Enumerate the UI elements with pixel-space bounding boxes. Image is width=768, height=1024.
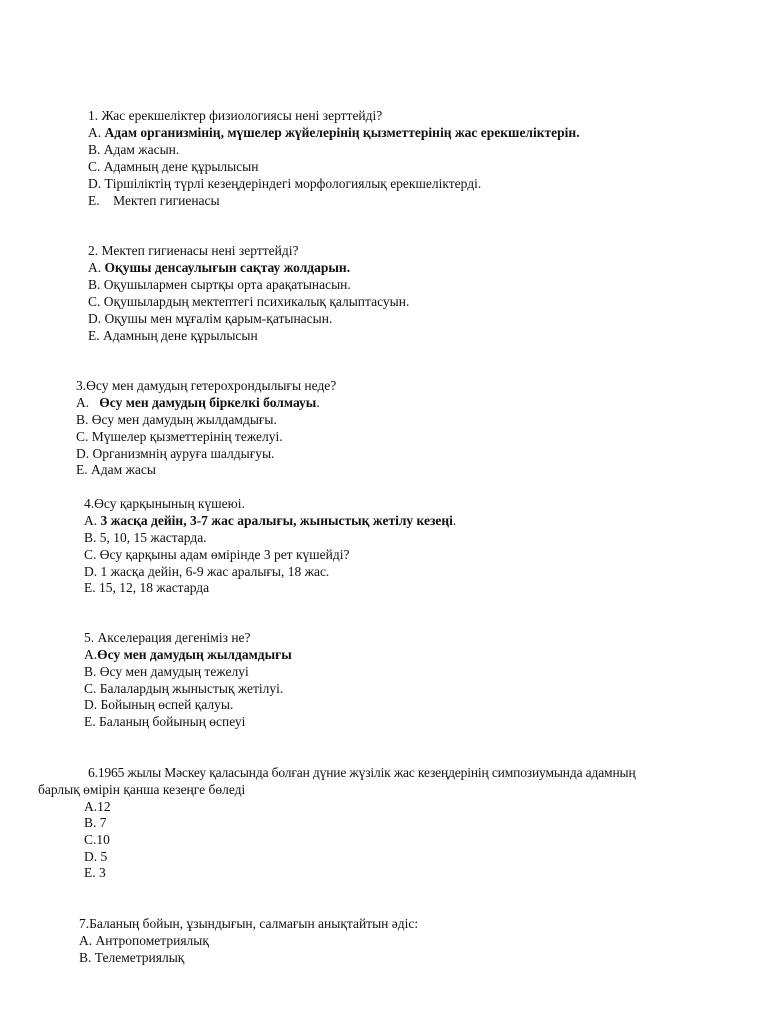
question-3-option-e: E. Адам жасы — [76, 462, 156, 477]
question-2-option-b: B. Оқушылармен сыртқы орта арақатынасын. — [88, 277, 351, 292]
question-2-option-a — [88, 260, 350, 276]
option-prefix: A. — [84, 647, 98, 662]
question-7-option-a: A. Антропометриялық — [79, 933, 209, 948]
question-1-option-c: C. Адамның дене құрылысын — [88, 159, 259, 174]
question-3-stem: 3.Өсу мен дамудың гетерохрондылығы неде? — [76, 378, 337, 393]
option-suffix: . — [316, 395, 320, 410]
question-5-option-c: C. Балалардың жыныстық жетілуі. — [84, 681, 284, 696]
question-7-option-b: B. Телеметриялық — [79, 950, 185, 965]
question-6-option-c: C.10 — [84, 832, 110, 847]
option-prefix: A. — [76, 395, 100, 410]
option-text: Өсу мен дамудың біркелкі болмауы — [99, 395, 317, 410]
option-prefix: A. — [88, 260, 105, 275]
question-4-option-e: E. 15, 12, 18 жастарда — [84, 580, 210, 595]
question-6-stem: 6.1965 жылы Мәскеу қаласында болған дүние жүзілік жас кезеңдерінің симпозиумында адамның — [88, 765, 636, 780]
question-2-option-c: C. Оқушылардың мектептегі психикалық қалыптасуын. — [88, 294, 410, 309]
question-7-stem: 7.Баланың бойын, ұзындығын, салмағын анықтайтын әдіс: — [79, 916, 419, 931]
question-5-option-b: B. Өсу мен дамудың тежелуі — [84, 664, 249, 679]
question-6-option-d: D. 5 — [84, 849, 108, 864]
question-2-stem: 2. Мектеп гигиенасы нені зерттейді? — [88, 243, 299, 258]
question-1-option-d: D. Тіршіліктің түрлі кезеңдеріндегі морфологиялық ерекшеліктерді. — [88, 176, 482, 191]
option-suffix: . — [452, 513, 457, 528]
question-3-option-d: D. Организмнің ауруға шалдығуы. — [76, 446, 275, 461]
option-text: Адам организмінің, мүшелер жүйелерінің қызметтерінің жас ерекшеліктерін. — [104, 125, 580, 140]
question-2-option-d: D. Оқушы мен мұғалім қарым-қатынасын. — [88, 311, 333, 326]
question-3-option-a — [76, 395, 320, 411]
question-3-option-c: C. Мүшелер қызметтерінің тежелуі. — [76, 429, 283, 444]
question-6-option-e: E. 3 — [84, 865, 106, 880]
question-1-option-a — [88, 125, 580, 141]
question-1-stem: 1. Жас ерекшеліктер физиологиясы нені зерттейді? — [88, 108, 383, 123]
question-4-option-c: C. Өсу қарқыны адам өмірінде 3 рет күшейді? — [84, 547, 350, 562]
option-prefix: A. — [88, 125, 105, 140]
question-4-stem: 4.Өсу қарқынының күшеюі. — [84, 496, 245, 511]
option-text: 3 жасқа дейін, 3-7 жас аралығы, жыныстық жетілу кезеңі — [100, 513, 453, 528]
question-5-stem: 5. Акселерация дегеніміз не? — [84, 630, 251, 645]
question-6-stem-continued: барлық өмірін қанша кезеңге бөледі — [38, 782, 246, 797]
question-6-option-b: B. 7 — [84, 815, 107, 830]
option-text: Өсу мен дамудың жылдамдығы — [97, 647, 292, 662]
question-6-option-a: A.12 — [84, 799, 111, 814]
question-5-option-d: D. Бойының өспей қалуы. — [84, 697, 234, 712]
question-2-option-e: E. Адамның дене құрылысын — [88, 328, 258, 343]
question-5-option-e: E. Баланың бойының өспеуі — [84, 714, 246, 729]
question-4-option-b: B. 5, 10, 15 жастарда. — [84, 530, 207, 545]
question-5-option-a — [84, 647, 292, 663]
question-1-option-e: E. Мектеп гигиенасы — [88, 193, 220, 208]
question-4-option-a — [84, 513, 456, 529]
question-4-option-d: D. 1 жасқа дейін, 6-9 жас аралығы, 18 жас. — [84, 564, 330, 579]
question-3-option-b: B. Өсу мен дамудың жылдамдығы. — [76, 412, 277, 427]
option-text: Оқушы денсаулығын сақтау жолдарын. — [104, 260, 351, 275]
option-prefix: A. — [84, 513, 101, 528]
question-1-option-b: B. Адам жасын. — [88, 142, 180, 157]
